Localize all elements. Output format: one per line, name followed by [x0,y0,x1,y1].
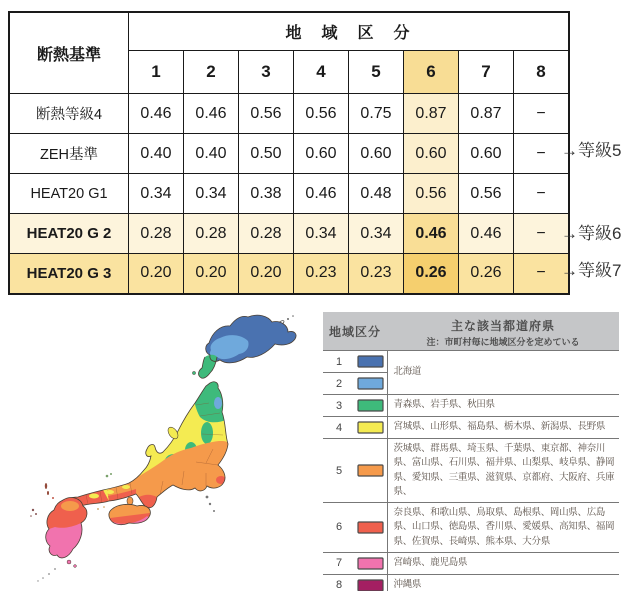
oki-islands [106,475,109,478]
u-value-cell: 0.56 [239,94,294,134]
u-value-cell: 0.23 [294,254,349,294]
table-row-heat20-g2 [9,214,569,254]
u-value-cell: 0.60 [294,134,349,174]
u-value-cell: 0.40 [184,134,239,174]
column-header-2: 2 [184,51,239,94]
legend-row-zone4 [323,417,619,439]
yakushima-island [67,560,71,564]
grade6-annotation: →等級6 [561,224,622,243]
zone-number: 3 [323,395,355,417]
legend-row-zone7 [323,552,619,574]
row-label: HEAT20 G 2 [9,214,129,254]
u-value-cell: 0.20 [129,254,184,294]
zone-number: 8 [323,574,355,591]
legend-row-zone8 [323,574,619,591]
u-value-cell: 0.38 [239,174,294,214]
tsushima-island [45,483,47,489]
u-value-cell: − [514,214,570,254]
map-region-kyushu [40,495,92,565]
u-value-cell: 0.28 [129,214,184,254]
u-value-cell: 0.60 [459,134,514,174]
zone-number: 1 [323,351,355,373]
legend-row-zone1 [323,351,619,373]
tanegashima-island [74,565,77,568]
zone2-color-swatch [355,373,387,395]
okushiri-island [192,371,195,374]
row-label: HEAT20 G 3 [9,254,129,294]
amami-islands [42,577,44,579]
column-header-7: 7 [459,51,514,94]
goto-islands [32,509,34,511]
map-zone5-kyushu-north [61,501,79,511]
u-value-cell: 0.34 [294,214,349,254]
goto-islands [35,513,37,515]
zone-prefectures: 宮城県、山形県、福島県、栃木県、新潟県、長野県 [387,417,619,439]
map-zone4-sanin-patch [106,490,114,494]
column-header-6-highlighted: 6 [404,51,459,94]
table-row-dannetsu-tokyu4 [9,94,569,134]
zone-prefectures: 青森県、岩手県、秋田県 [387,395,619,417]
u-value-cell: 0.56 [294,94,349,134]
legend-row-zone6 [323,503,619,553]
zone8-color-swatch [355,574,387,591]
map-zone4-sanin-patch [89,494,99,499]
zone-prefectures: 宮崎県、鹿児島県 [387,552,619,574]
column-header-4: 4 [294,51,349,94]
u-value-cell: 0.20 [184,254,239,294]
u-value-cell: 0.75 [349,94,404,134]
table-row-heat20-g1 [9,174,569,214]
goto-islands [30,515,32,517]
region-group-header: 地 域 区 分 [129,12,570,51]
map-region-honshu [50,373,250,518]
legend-row-zone5 [323,439,619,503]
u-value-cell-zone6: 0.26 [404,254,459,294]
u-value-cell-zone6: 0.46 [404,214,459,254]
u-value-cell: − [514,94,570,134]
legend-note: 注：市町村毎に地域区分を定めている [426,336,580,347]
table-row-zeh [9,134,569,174]
table-row-heat20-g3 [9,254,569,294]
zone6-color-swatch [355,503,387,553]
zone-number: 7 [323,552,355,574]
legend-row-zone3 [323,395,619,417]
izu-islands [206,496,209,499]
amami-islands [37,580,38,581]
zone4-color-swatch [355,417,387,439]
legend-prefecture-header-text: 主な該当都道府県 [450,318,555,333]
zone-number: 4 [323,417,355,439]
zone-number: 5 [323,439,355,503]
legend-prefecture-column-header [387,312,619,351]
row-label: HEAT20 G1 [9,174,129,214]
map-zone3-patch [201,422,213,444]
u-value-cell: 0.26 [459,254,514,294]
oki-islands [110,473,112,475]
map-zone2-tohoku-patch [214,397,222,409]
u-value-cell: 0.48 [349,174,404,214]
u-value-cell: 0.20 [239,254,294,294]
izu-islands [213,510,215,512]
u-value-cell: 0.34 [184,174,239,214]
u-value-cell: 0.46 [184,94,239,134]
zone-number: 2 [323,373,355,395]
row-label: ZEH基準 [9,134,129,174]
u-value-cell: 0.46 [459,214,514,254]
u-value-cell: − [514,174,570,214]
column-header-8: 8 [514,51,570,94]
tsushima-island [47,491,49,495]
u-value-cell: 0.50 [239,134,294,174]
zone-prefectures: 北海道 [387,351,619,395]
u-value-cell: 0.87 [459,94,514,134]
column-header-3: 3 [239,51,294,94]
column-header-1: 1 [129,51,184,94]
seto-islands [103,506,105,508]
japan-climate-zone-map [10,313,330,585]
zone-prefectures: 奈良県、和歌山県、鳥取県、島根県、岡山県、広島県、山口県、徳島県、香川県、愛媛県、高知県、福岡県、佐賀県、長崎県、熊本県、大分県 [387,503,619,553]
u-value-cell: 0.34 [349,214,404,254]
zone-prefectures: 沖縄県 [387,574,619,591]
u-value-cell: 0.23 [349,254,404,294]
u-value-cell: 0.28 [239,214,294,254]
climate-zone-legend [323,312,619,591]
zone5-color-swatch [355,439,387,503]
grade5-annotation: →等級5 [561,141,622,160]
amami-islands [48,573,50,575]
iki-island [52,497,54,499]
map-region-hokkaido [192,315,296,378]
insulation-standards-table [8,11,570,295]
grade7-annotation: →等級7 [561,261,622,280]
u-value-cell: 0.28 [184,214,239,254]
legend-zone-column-header: 地域区分 [323,312,387,351]
u-value-cell: − [514,254,570,294]
u-value-cell: 0.46 [294,174,349,214]
u-value-cell: 0.40 [129,134,184,174]
u-value-cell: 0.56 [459,174,514,214]
zone7-color-swatch [355,552,387,574]
u-value-cell: 0.34 [129,174,184,214]
zone-prefectures: 茨城県、群馬県、埼玉県、千葉県、東京都、神奈川県、富山県、石川県、福井県、山梨県、岐阜県、静岡県、愛知県、三重県、滋賀県、京都府、大阪府、兵庫県、 [387,439,619,503]
awaji-island [127,497,133,505]
zone-number: 6 [323,503,355,553]
u-value-cell: 0.60 [349,134,404,174]
seto-islands [97,508,99,510]
u-value-cell-zone6: 0.87 [404,94,459,134]
corner-header: 断熱基準 [9,12,129,94]
izu-islands [209,503,211,505]
u-value-cell-zone6: 0.56 [404,174,459,214]
u-value-cell: − [514,134,570,174]
zone3-color-swatch [355,395,387,417]
u-value-cell: 0.46 [129,94,184,134]
amami-islands [54,568,56,570]
map-zone4-sanin-patch [122,485,130,489]
u-value-cell-zone6: 0.60 [404,134,459,174]
row-label: 断熱等級4 [9,94,129,134]
zone1-color-swatch [355,351,387,373]
column-header-5: 5 [349,51,404,94]
